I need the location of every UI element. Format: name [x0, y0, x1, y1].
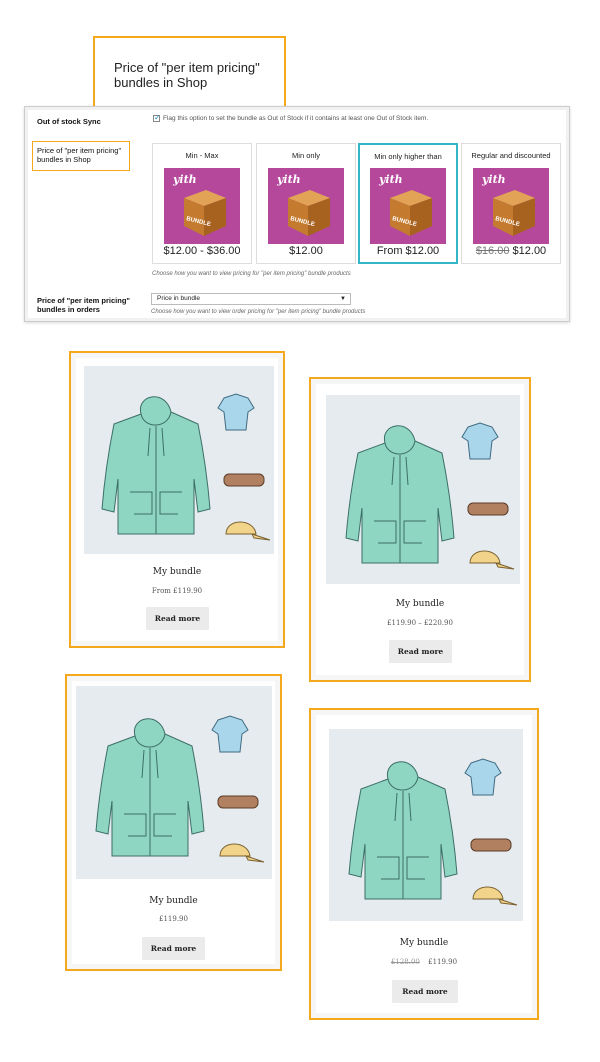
bundle-box-icon — [370, 168, 446, 244]
product-name[interactable]: My bundle — [399, 938, 449, 948]
svg-text:BUNDLE: BUNDLE — [391, 216, 418, 228]
product-current-price: From £119.90 — [151, 587, 203, 595]
product-name[interactable]: My bundle — [395, 599, 445, 609]
select-value: Price in bundle — [157, 295, 200, 302]
product-old-price: £128.00 — [390, 958, 420, 966]
product-card[interactable] — [65, 674, 282, 971]
product-image[interactable] — [84, 366, 274, 554]
callout-text: Price of "per item pricing" bundles in Shop — [114, 60, 260, 90]
option-price — [462, 245, 560, 257]
pricing-option-min-only[interactable] — [256, 143, 356, 264]
pricing-option-min-max[interactable] — [152, 143, 252, 264]
svg-text:BUNDLE: BUNDLE — [185, 216, 212, 228]
product-current-price: £119.90 — [428, 958, 458, 966]
out-of-stock-description: Flag this option to set the bundle as Out of Stock if it contains at least one Out of Stock item. — [163, 115, 429, 122]
product-current-price: £119.90 — [159, 915, 188, 923]
read-more-button[interactable]: Read more — [392, 980, 458, 1003]
svg-text:BUNDLE: BUNDLE — [494, 216, 521, 228]
orders-pricing-select[interactable] — [151, 293, 351, 305]
product-image[interactable] — [76, 686, 272, 879]
option-price: From $12.00 — [376, 245, 440, 257]
option-title: Min only higher than — [374, 152, 442, 161]
svg-text:BUNDLE: BUNDLE — [289, 216, 316, 228]
option-price: $12.00 — [289, 245, 323, 257]
product-current-price: £119.90 – £220.90 — [387, 619, 453, 627]
svg-text:yith: yith — [379, 173, 403, 186]
out-of-stock-checkbox[interactable] — [153, 115, 160, 122]
product-card[interactable] — [69, 351, 285, 648]
shop-pricing-label: Price of "per item pricing" bundles in Shop — [37, 146, 122, 164]
callout-box — [93, 36, 286, 112]
svg-text:yith: yith — [482, 173, 506, 186]
orders-pricing-description: Choose how you want to view order pricing for "per item pricing" bundle products — [151, 309, 366, 315]
option-title: Min - Max — [185, 151, 219, 160]
bundle-box-icon — [164, 168, 240, 244]
bundle-box-icon — [268, 168, 344, 244]
product-price — [76, 587, 278, 595]
product-name[interactable]: My bundle — [152, 567, 202, 577]
pricing-option-min-higher-than[interactable] — [358, 143, 458, 264]
read-more-button[interactable]: Read more — [146, 607, 209, 630]
option-title: Min only — [292, 151, 320, 160]
product-price — [72, 915, 275, 923]
product-card[interactable] — [309, 708, 539, 1020]
read-more-button[interactable]: Read more — [389, 640, 452, 663]
product-price — [316, 958, 532, 966]
orders-pricing-label: Price of "per item pricing" bundles in orders — [37, 296, 130, 314]
pricing-option-regular-discounted[interactable] — [461, 143, 561, 264]
chevron-down-icon: ▼ — [340, 296, 346, 302]
product-image[interactable] — [329, 729, 523, 921]
settings-panel — [24, 106, 570, 322]
svg-text:yith: yith — [277, 173, 301, 186]
product-name[interactable]: My bundle — [149, 896, 198, 906]
out-of-stock-label: Out of stock Sync — [37, 117, 101, 126]
read-more-button[interactable]: Read more — [142, 937, 205, 960]
product-image[interactable] — [326, 395, 520, 584]
svg-text:yith: yith — [173, 173, 197, 186]
option-new-price: $12.00 — [512, 245, 547, 257]
option-title: Regular and discounted — [471, 151, 551, 160]
option-price: $12.00 - $36.00 — [163, 245, 241, 257]
product-price — [316, 619, 524, 627]
product-card[interactable] — [309, 377, 531, 682]
option-old-price: $16.00 — [475, 245, 510, 257]
bundle-box-icon — [473, 168, 549, 244]
shop-pricing-label-highlight — [32, 141, 130, 171]
shop-pricing-description: Choose how you want to view pricing for "per item pricing" bundle products — [152, 271, 351, 277]
